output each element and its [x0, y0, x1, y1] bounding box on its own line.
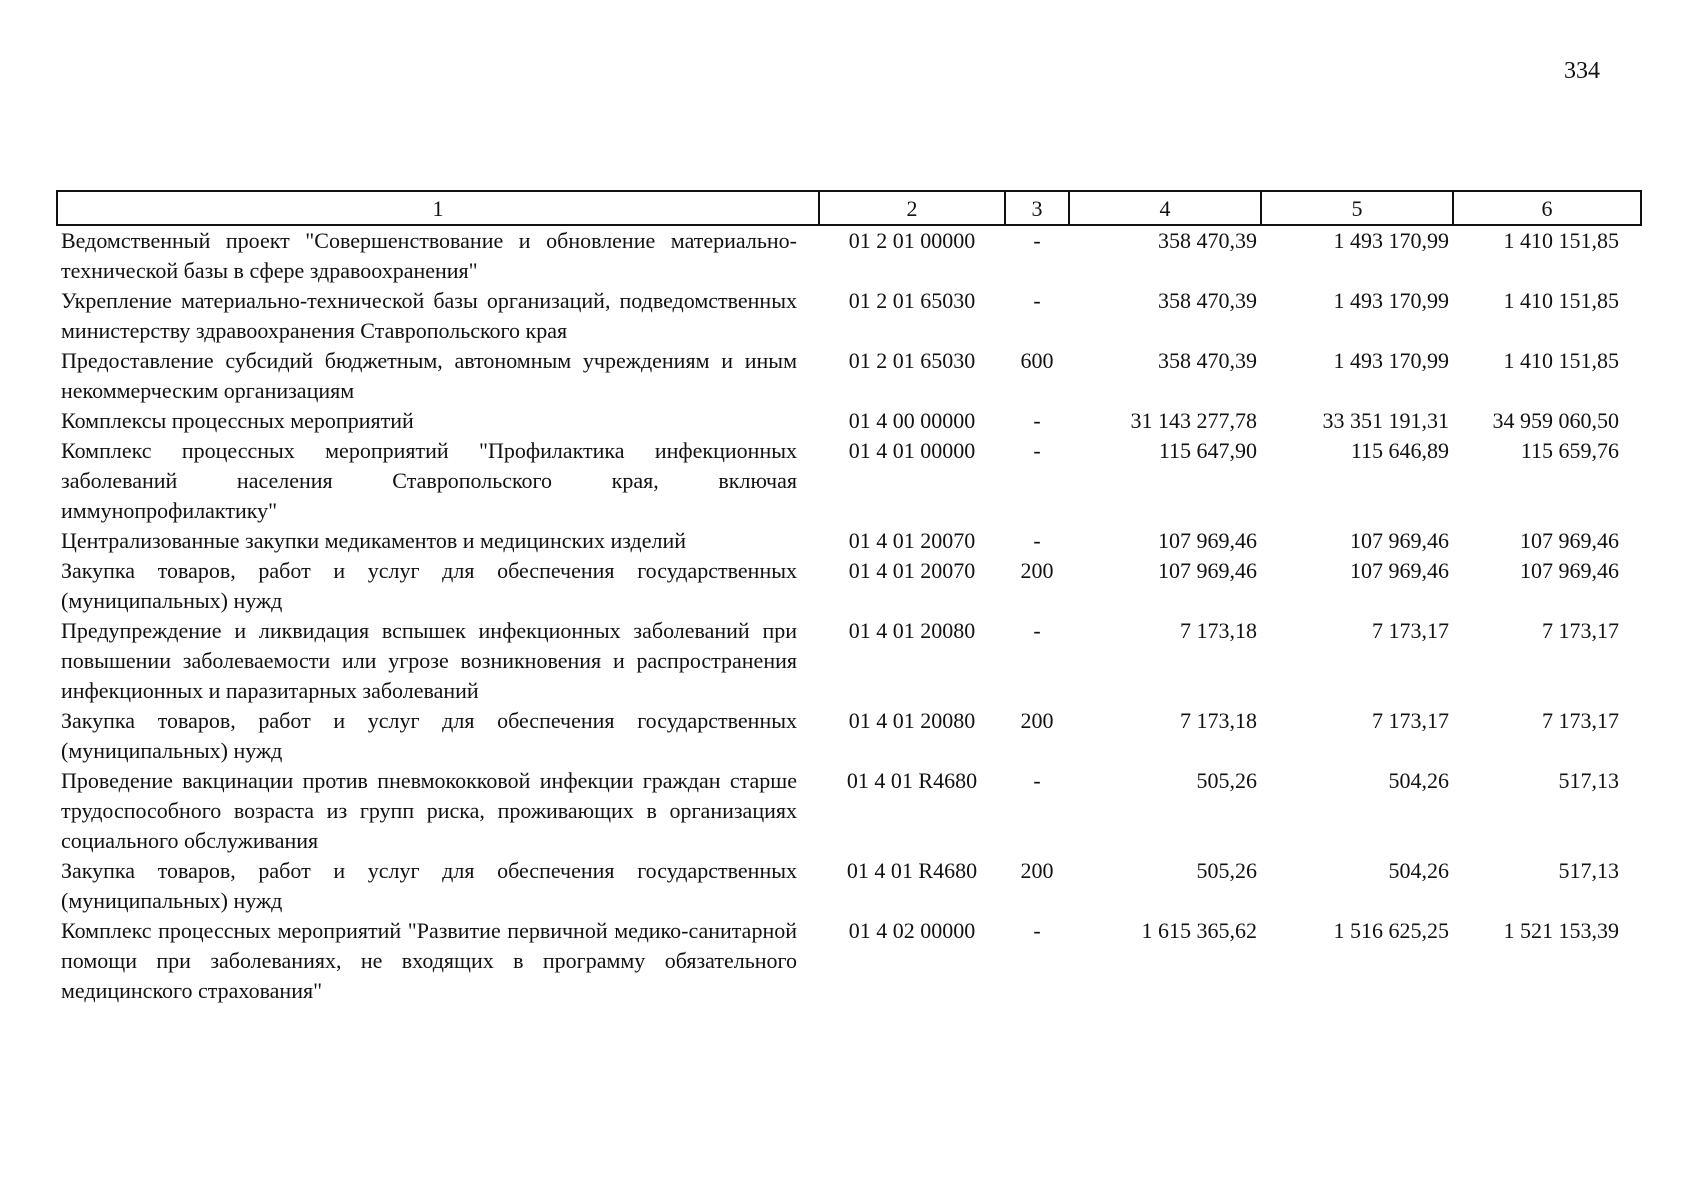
row-type: 600 [1020, 348, 1054, 373]
row-name: Комплексы процессных мероприятий [61, 408, 414, 433]
table-row [57, 436, 1641, 526]
row-value-5: 7 173,17 [1372, 618, 1449, 643]
column-header-1: 1 [57, 191, 819, 225]
column-header-4: 4 [1069, 191, 1261, 225]
row-name: Укрепление материально-технической базы организаций, подведомственных министерству здравоохранения Ставропольского края [61, 288, 797, 343]
row-value-6: 1 410 151,85 [1503, 228, 1619, 253]
row-code: 01 4 01 00000 [848, 438, 976, 463]
row-value-5: 1 493 170,99 [1333, 228, 1449, 253]
table-row [57, 706, 1641, 766]
row-type: - [1033, 228, 1041, 253]
table-row [57, 346, 1641, 406]
row-type: - [1033, 408, 1041, 433]
row-name: Проведение вакцинации против пневмококковой инфекции граждан старше трудоспособного возраста из групп риска, проживающих в организациях социального обслуживания [61, 768, 797, 853]
row-code: 01 2 01 65030 [848, 348, 976, 373]
row-type: - [1033, 288, 1041, 313]
row-value-6: 115 659,76 [1520, 438, 1619, 463]
row-value-5: 504,26 [1388, 858, 1449, 883]
row-name: Предоставление субсидий бюджетным, автономным учреждениям и иным некоммерческим организациям [61, 348, 797, 403]
row-code: 01 4 01 20070 [848, 528, 976, 553]
column-header-3: 3 [1005, 191, 1069, 225]
row-value-4: 358 470,39 [1158, 288, 1257, 313]
row-code: 01 4 01 20070 [848, 558, 976, 583]
table-row [57, 225, 1641, 286]
page-number: 334 [1564, 58, 1600, 84]
column-header-2: 2 [819, 191, 1005, 225]
column-header-5: 5 [1261, 191, 1453, 225]
table-row [57, 286, 1641, 346]
row-name: Закупка товаров, работ и услуг для обеспечения государственных (муниципальных) нужд [61, 558, 797, 613]
row-type: - [1033, 528, 1041, 553]
row-type: 200 [1020, 708, 1054, 733]
row-value-4: 115 647,90 [1158, 438, 1257, 463]
row-value-4: 358 470,39 [1158, 348, 1257, 373]
table-row [57, 556, 1641, 616]
row-value-5: 33 351 191,31 [1322, 408, 1449, 433]
row-value-4: 1 615 365,62 [1141, 918, 1257, 943]
row-name: Ведомственный проект "Совершенствование и обновление материально-технической базы в сфере здравоохранения" [61, 228, 797, 283]
row-value-4: 505,26 [1196, 768, 1257, 793]
row-name: Закупка товаров, работ и услуг для обеспечения государственных (муниципальных) нужд [61, 708, 797, 763]
row-value-6: 1 410 151,85 [1503, 288, 1619, 313]
row-value-5: 1 516 625,25 [1333, 918, 1449, 943]
row-type: 200 [1020, 858, 1054, 883]
row-value-4: 31 143 277,78 [1130, 408, 1257, 433]
row-value-5: 7 173,17 [1372, 708, 1449, 733]
row-code: 01 4 01 R4680 [846, 768, 978, 793]
row-type: - [1033, 618, 1041, 643]
table-row [57, 526, 1641, 556]
row-value-6: 517,13 [1558, 858, 1619, 883]
row-value-6: 7 173,17 [1542, 618, 1619, 643]
row-code: 01 4 02 00000 [848, 918, 976, 943]
row-value-4: 107 969,46 [1158, 528, 1257, 553]
row-name: Комплекс процессных мероприятий "Профилактика инфекционных заболеваний населения Ставропольского края, включая иммунопрофилактику" [61, 438, 797, 523]
row-value-5: 1 493 170,99 [1333, 288, 1449, 313]
row-value-4: 107 969,46 [1158, 558, 1257, 583]
row-code: 01 2 01 65030 [848, 288, 976, 313]
row-value-5: 107 969,46 [1350, 558, 1449, 583]
row-value-5: 115 646,89 [1350, 438, 1449, 463]
row-value-4: 7 173,18 [1180, 708, 1257, 733]
row-value-4: 505,26 [1196, 858, 1257, 883]
row-code: 01 2 01 00000 [848, 228, 976, 253]
row-value-6: 107 969,46 [1520, 558, 1619, 583]
row-value-6: 1 410 151,85 [1503, 348, 1619, 373]
table-row [57, 916, 1641, 1006]
row-value-6: 107 969,46 [1520, 528, 1619, 553]
row-code: 01 4 01 20080 [848, 708, 976, 733]
row-value-5: 504,26 [1388, 768, 1449, 793]
row-value-5: 1 493 170,99 [1333, 348, 1449, 373]
row-value-4: 358 470,39 [1158, 228, 1257, 253]
table-row [57, 616, 1641, 706]
row-name: Предупреждение и ликвидация вспышек инфекционных заболеваний при повышении заболеваемости или угрозе возникновения и распространения инфекционных и паразитарных заболеваний [61, 618, 797, 703]
row-code: 01 4 01 20080 [848, 618, 976, 643]
row-name: Закупка товаров, работ и услуг для обеспечения государственных (муниципальных) нужд [61, 858, 797, 913]
row-value-4: 7 173,18 [1180, 618, 1257, 643]
row-type: - [1033, 438, 1041, 463]
column-header-6: 6 [1453, 191, 1641, 225]
row-type: 200 [1020, 558, 1054, 583]
row-name: Централизованные закупки медикаментов и медицинских изделий [61, 528, 686, 553]
row-code: 01 4 00 00000 [848, 408, 976, 433]
row-code: 01 4 01 R4680 [846, 858, 978, 883]
row-value-6: 1 521 153,39 [1503, 918, 1619, 943]
table-row [57, 406, 1641, 436]
row-type: - [1033, 918, 1041, 943]
header-row [57, 191, 1641, 225]
table-row [57, 856, 1641, 916]
row-name: Комплекс процессных мероприятий "Развитие первичной медико-санитарной помощи при заболеваниях, не входящих в программу обязательного медицинского страхования" [61, 918, 797, 1003]
row-value-6: 34 959 060,50 [1492, 408, 1619, 433]
row-value-6: 7 173,17 [1542, 708, 1619, 733]
row-value-5: 107 969,46 [1350, 528, 1449, 553]
row-value-6: 517,13 [1558, 768, 1619, 793]
budget-table [56, 190, 1642, 1006]
row-type: - [1033, 768, 1041, 793]
table-row [57, 766, 1641, 856]
